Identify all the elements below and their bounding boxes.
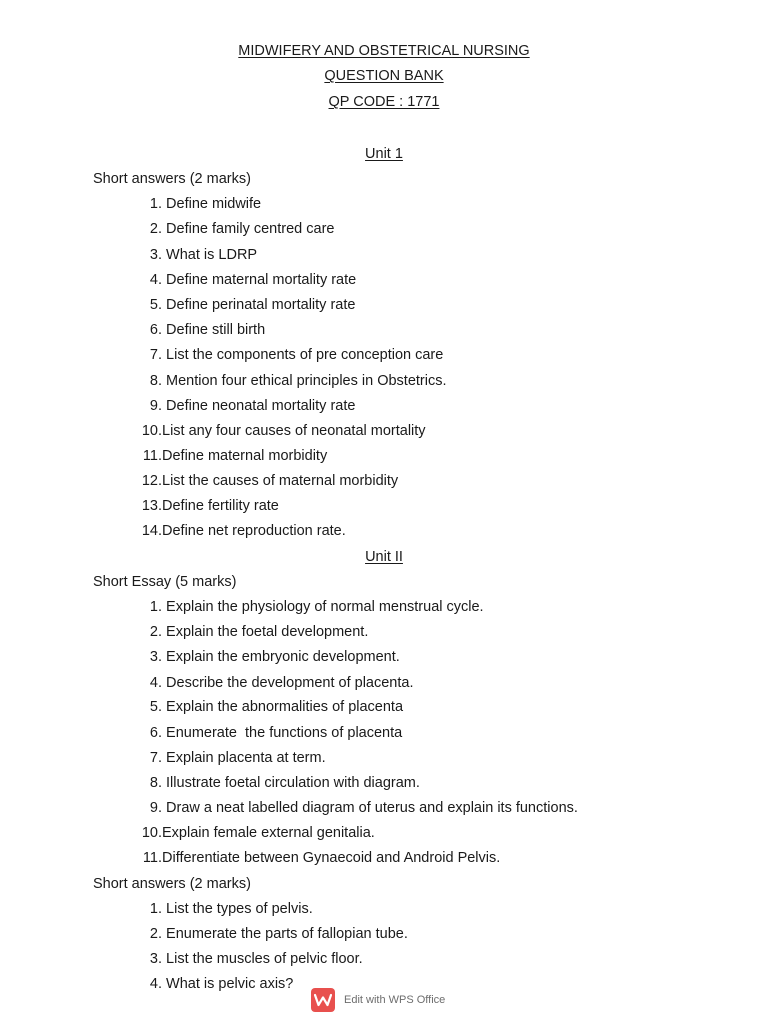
item-number: 10. (141, 825, 162, 841)
list-item (130, 372, 750, 390)
item-text: Define midwife (166, 196, 262, 212)
list-item (130, 346, 750, 364)
item-text: Define family centred care (166, 221, 335, 237)
item-text: List the types of pelvis. (166, 901, 313, 917)
item-number: 9. (149, 398, 162, 414)
item-text: Illustrate foetal circulation with diagram. (166, 775, 420, 791)
list-item (130, 849, 750, 867)
item-number: 4. (149, 272, 162, 288)
list-item (130, 296, 750, 314)
list-item (130, 497, 750, 515)
list-item (130, 925, 750, 943)
list-item (130, 674, 750, 692)
item-number: 6. (149, 322, 162, 338)
list-item (130, 220, 750, 238)
wps-footer-text: Edit with WPS Office (344, 994, 446, 1006)
item-text: Mention four ethical principles in Obstetrics. (166, 373, 447, 389)
list-item (130, 698, 750, 716)
list-item (130, 824, 750, 842)
item-text: Define fertility rate (162, 498, 279, 514)
item-number: 5. (149, 699, 162, 715)
document-title: MIDWIFERY AND OBSTETRICAL NURSING (238, 43, 530, 59)
wps-office-icon (311, 988, 335, 1012)
document-subtitle: QUESTION BANK (324, 68, 444, 84)
list-item (130, 472, 750, 490)
item-text: Define neonatal mortality rate (166, 398, 356, 414)
item-text: Differentiate between Gynaecoid and Android Pelvis. (162, 850, 501, 866)
list-item (130, 422, 750, 440)
item-number: 11. (142, 850, 162, 866)
list-item (130, 246, 750, 264)
list-item (130, 598, 750, 616)
list-item (130, 799, 750, 817)
item-text: Explain female external genitalia. (162, 825, 375, 841)
list-item (130, 648, 750, 666)
item-number: 13. (141, 498, 162, 514)
item-number: 8. (149, 373, 162, 389)
item-number: 5. (149, 297, 162, 313)
list-item (130, 447, 750, 465)
item-text: Explain the foetal development. (166, 624, 369, 640)
item-number: 7. (149, 347, 162, 363)
item-number: 4. (149, 976, 162, 992)
item-text: Define maternal morbidity (162, 448, 328, 464)
item-text: Explain the embryonic development. (166, 649, 400, 665)
item-number: 8. (149, 775, 162, 791)
item-text: Draw a neat labelled diagram of uterus and explain its functions. (166, 800, 578, 816)
list-item (130, 724, 750, 742)
list-item (130, 397, 750, 415)
section-heading-short-essay: Short Essay (5 marks) (93, 574, 237, 590)
list-item (130, 749, 750, 767)
item-text: List the causes of maternal morbidity (162, 473, 399, 489)
item-number: 6. (149, 725, 162, 741)
section-heading-short-answers-2: Short answers (2 marks) (93, 876, 251, 892)
item-number: 3. (149, 951, 162, 967)
item-number: 3. (149, 649, 162, 665)
item-number: 11. (142, 448, 162, 464)
item-number: 12. (141, 473, 162, 489)
item-number: 2. (149, 221, 162, 237)
list-item (130, 900, 750, 918)
item-number: 9. (149, 800, 162, 816)
item-text: Enumerate the functions of placenta (166, 725, 403, 741)
item-text: What is LDRP (166, 247, 258, 263)
item-number: 2. (149, 624, 162, 640)
item-number: 4. (149, 675, 162, 691)
item-text: Define perinatal mortality rate (166, 297, 356, 313)
item-number: 7. (149, 750, 162, 766)
item-number: 1. (149, 196, 162, 212)
item-number: 1. (149, 599, 162, 615)
item-text: Enumerate the parts of fallopian tube. (166, 926, 408, 942)
item-number: 2. (149, 926, 162, 942)
qp-code: QP CODE : 1771 (328, 94, 440, 110)
item-text: List the components of pre conception care (166, 347, 444, 363)
list-item (130, 623, 750, 641)
item-text: What is pelvic axis? (166, 976, 294, 992)
item-text: Explain placenta at term. (166, 750, 326, 766)
item-number: 10. (141, 423, 162, 439)
item-text: Explain the abnormalities of placenta (166, 699, 404, 715)
list-item (130, 950, 750, 968)
item-text: Define still birth (166, 322, 266, 338)
item-number: 14. (141, 523, 162, 539)
item-number: 1. (149, 901, 162, 917)
section-heading-short-answers: Short answers (2 marks) (93, 171, 251, 187)
list-item (130, 195, 750, 213)
item-text: Explain the physiology of normal menstrual cycle. (166, 599, 484, 615)
list-item (130, 271, 750, 289)
unit-2-heading: Unit II (365, 549, 403, 565)
list-item (130, 774, 750, 792)
wps-w-glyph-icon (314, 993, 332, 1007)
edit-with-wps-office-link[interactable] (311, 988, 445, 1012)
item-number: 3. (149, 247, 162, 263)
item-text: List the muscles of pelvic floor. (166, 951, 363, 967)
item-text: Define maternal mortality rate (166, 272, 357, 288)
item-text: Describe the development of placenta. (166, 675, 414, 691)
item-text: Define net reproduction rate. (162, 523, 346, 539)
list-item (130, 321, 750, 339)
list-item (130, 522, 750, 540)
unit-1-heading: Unit 1 (365, 146, 403, 162)
item-text: List any four causes of neonatal mortality (162, 423, 426, 439)
